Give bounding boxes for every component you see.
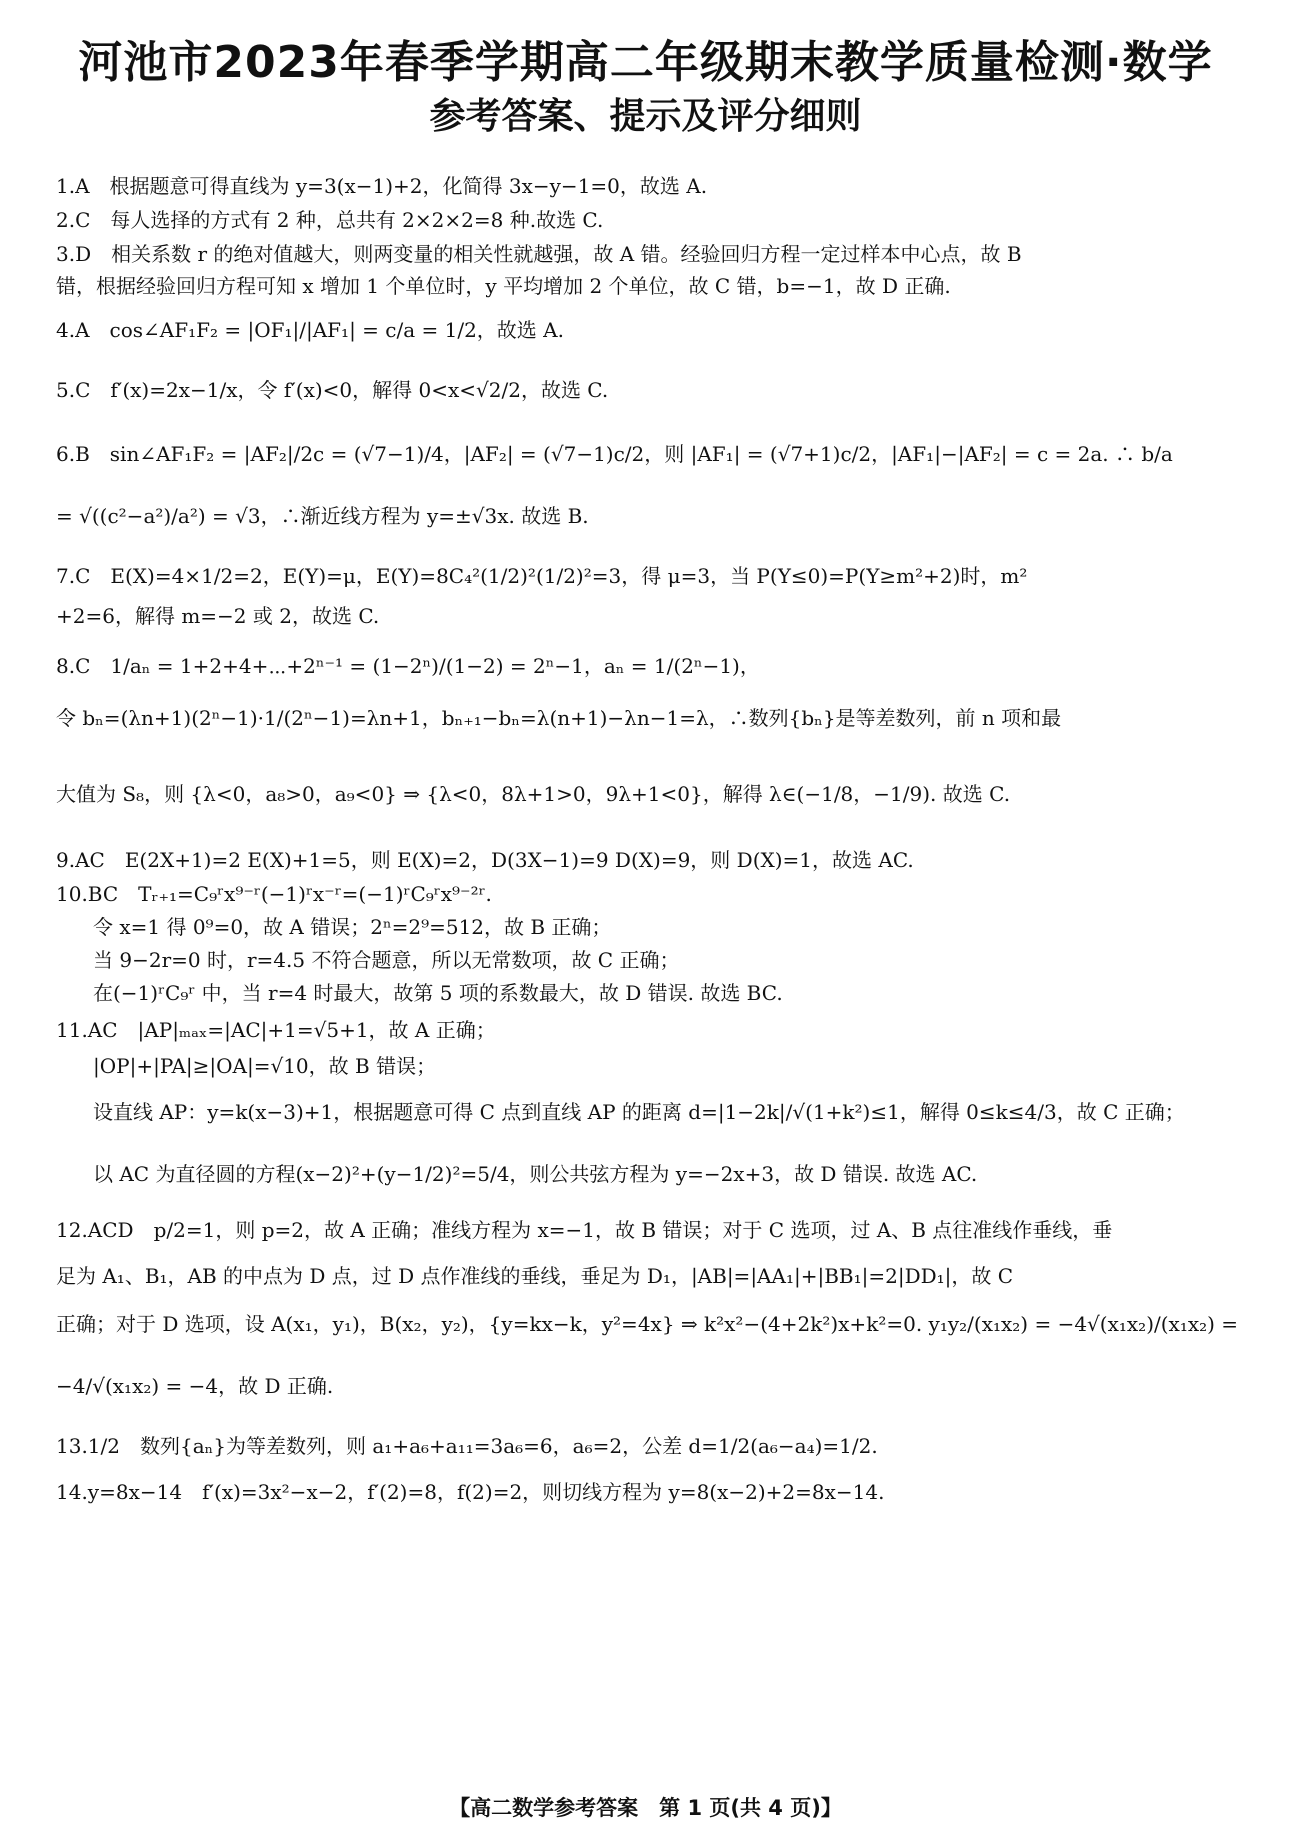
answer-line-3-cont: 错，根据经验回归方程可知 x 增加 1 个单位时，y 平均增加 2 个单位，故 C 错，b=−1，故 D 正确. bbox=[56, 274, 951, 298]
answer-line-10-a: 令 x=1 得 0⁹=0，故 A 错误；2ⁿ=2⁹=512，故 B 正确； bbox=[93, 915, 612, 939]
answer-line-9: 9.AC E(2X+1)=2 E(X)+1=5，则 E(X)=2，D(3X−1)=9 D(X)=9，则 D(X)=1，故选 AC. bbox=[56, 848, 914, 872]
document-title: 河池市2023年春季学期高二年级期末教学质量检测·数学 bbox=[78, 37, 1213, 88]
answer-line-3: 3.D 相关系数 r 的绝对值越大，则两变量的相关性就越强，故 A 错。经验回归方程一定过样本中心点，故 B bbox=[56, 242, 1022, 266]
answer-line-12-cont2: 正确；对于 D 选项，设 A(x₁，y₁)，B(x₂，y₂)，{y=kx−k，y²=4x} ⇒ k²x²−(4+2k²)x+k²=0. y₁y₂/(x₁x₂) = −4√(x₁x₂)/(x₁x₂) = bbox=[56, 1312, 1239, 1336]
answer-line-4: 4.A cos∠AF₁F₂ = |OF₁|/|AF₁| = c/a = 1/2，故选 A. bbox=[56, 318, 564, 342]
answer-line-8: 8.C 1/aₙ = 1+2+4+⋯+2ⁿ⁻¹ = (1−2ⁿ)/(1−2) = 2ⁿ−1，aₙ = 1/(2ⁿ−1)， bbox=[56, 654, 760, 678]
answer-line-6: 6.B sin∠AF₁F₂ = |AF₂|/2c = (√7−1)/4，|AF₂| = (√7−1)c/2，则 |AF₁| = (√7+1)c/2，|AF₁|−|AF₂| = c = 2a. ∴ b/a bbox=[56, 442, 1173, 466]
answer-line-10-c: 在(−1)ʳC₉ʳ 中，当 r=4 时最大，故第 5 项的系数最大，故 D 错误. 故选 BC. bbox=[93, 981, 783, 1005]
answer-line-11-c: 以 AC 为直径圆的方程(x−2)²+(y−1/2)²=5/4，则公共弦方程为 y=−2x+3，故 D 错误. 故选 AC. bbox=[93, 1162, 978, 1186]
answer-line-12: 12.ACD p/2=1，则 p=2，故 A 正确；准线方程为 x=−1，故 B 错误；对于 C 选项，过 A、B 点往准线作垂线，垂 bbox=[56, 1218, 1113, 1242]
answer-line-7: 7.C E(X)=4×1/2=2，E(Y)=μ，E(Y)=8C₄²(1/2)²(1/2)²=3，得 μ=3，当 P(Y≤0)=P(Y≥m²+2)时，m² bbox=[56, 564, 1028, 588]
answer-line-8-cont1: 令 bₙ=(λn+1)(2ⁿ−1)·1/(2ⁿ−1)=λn+1，bₙ₊₁−bₙ=λ(n+1)−λn−1=λ，∴数列{bₙ}是等差数列，前 n 项和最 bbox=[56, 706, 1062, 730]
answer-line-10-b: 当 9−2r=0 时，r=4.5 不符合题意，所以无常数项，故 C 正确； bbox=[93, 948, 680, 972]
answer-line-12-cont1: 足为 A₁、B₁，AB 的中点为 D 点，过 D 点作准线的垂线，垂足为 D₁，|AB|=|AA₁|+|BB₁|=2|DD₁|，故 C bbox=[56, 1264, 1014, 1288]
answer-line-6-cont: = √((c²−a²)/a²) = √3，∴渐近线方程为 y=±√3x. 故选 B. bbox=[56, 504, 589, 528]
answer-line-13: 13.1/2 数列{aₙ}为等差数列，则 a₁+a₆+a₁₁=3a₆=6，a₆=2，公差 d=1/2(a₆−a₄)=1/2. bbox=[56, 1434, 878, 1458]
answer-line-8-cont2: 大值为 S₈，则 {λ<0，a₈>0，a₉<0} ⇒ {λ<0，8λ+1>0，9λ+1<0}，解得 λ∈(−1/8，−1/9). 故选 C. bbox=[56, 782, 1011, 806]
answer-line-1: 1.A 根据题意可得直线为 y=3(x−1)+2，化简得 3x−y−1=0，故选 A. bbox=[56, 174, 708, 198]
answer-line-12-cont3: −4/√(x₁x₂) = −4，故 D 正确. bbox=[56, 1374, 334, 1398]
document-subtitle: 参考答案、提示及评分细则 bbox=[429, 96, 862, 137]
answer-line-11: 11.AC |AP|ₘₐₓ=|AC|+1=√5+1，故 A 正确； bbox=[56, 1018, 496, 1042]
answer-line-14: 14.y=8x−14 f′(x)=3x²−x−2，f′(2)=8，f(2)=2，则切线方程为 y=8(x−2)+2=8x−14. bbox=[56, 1480, 885, 1504]
answer-line-7-cont: +2=6，解得 m=−2 或 2，故选 C. bbox=[56, 604, 380, 628]
answer-line-11-b: 设直线 AP：y=k(x−3)+1，根据题意可得 C 点到直线 AP 的距离 d=|1−2k|/√(1+k²)≤1，解得 0≤k≤4/3，故 C 正确； bbox=[93, 1100, 1185, 1124]
answer-line-2: 2.C 每人选择的方式有 2 种，总共有 2×2×2=8 种.故选 C. bbox=[56, 208, 604, 232]
answer-line-11-a: |OP|+|PA|≥|OA|=√10，故 B 错误； bbox=[93, 1054, 437, 1078]
answer-line-10: 10.BC Tᵣ₊₁=C₉ʳx⁹⁻ʳ(−1)ʳx⁻ʳ=(−1)ʳC₉ʳx⁹⁻²ʳ. bbox=[56, 882, 492, 906]
page-footer: 【高二数学参考答案 第 1 页(共 4 页)】 bbox=[449, 1796, 842, 1820]
answer-line-5: 5.C f′(x)=2x−1/x，令 f′(x)<0，解得 0<x<√2/2，故选 C. bbox=[56, 378, 609, 402]
